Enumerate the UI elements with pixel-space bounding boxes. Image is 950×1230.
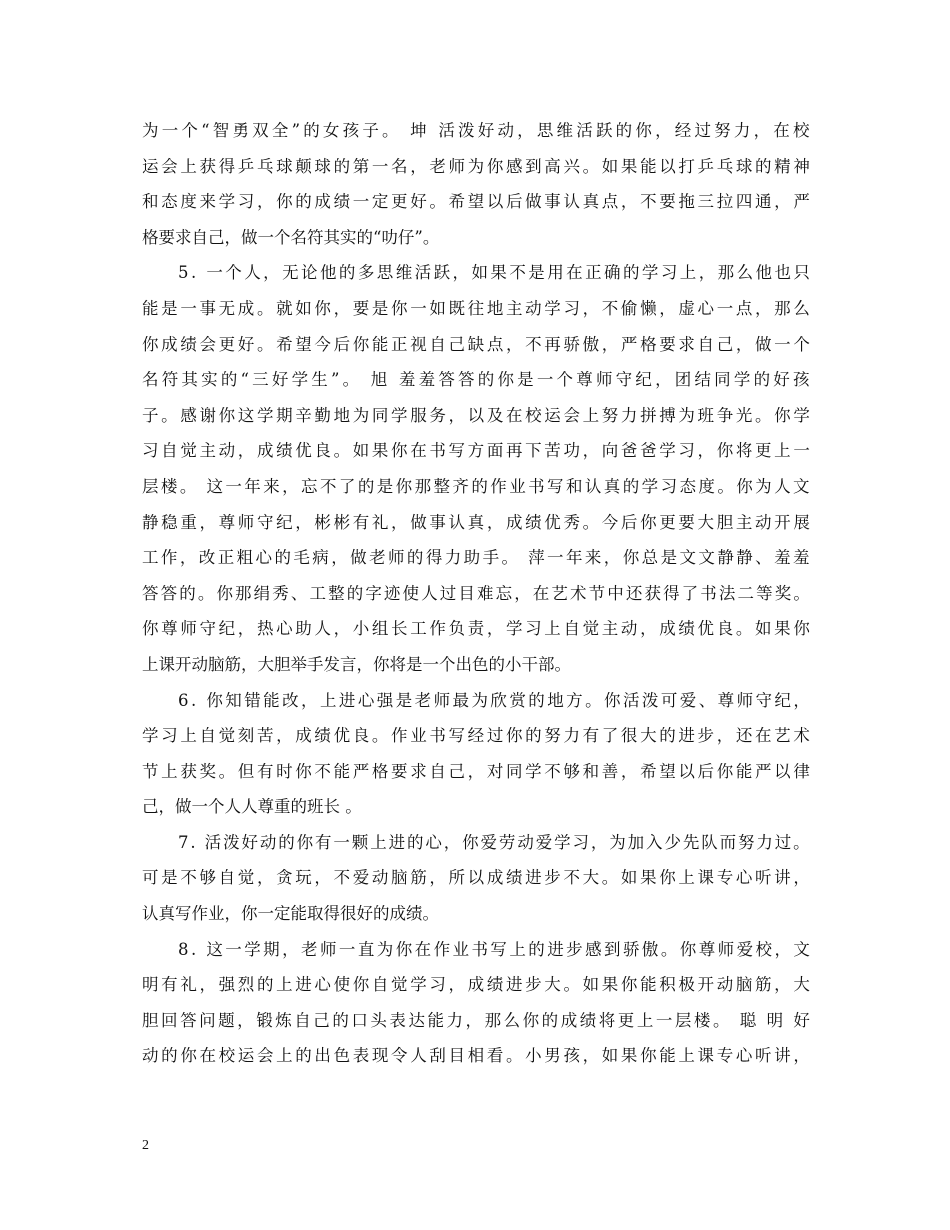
text-line: 为 一 个 “ 智 勇 双 全 ” 的 女 孩 子 。 坤 活 泼 好 动 ， 思 维 活 跃 的 你 ， 经 过 努 力 ， 在 校 <box>142 121 810 140</box>
page-number: 2 <box>142 1138 149 1153</box>
text-line: 能 是 一 事 无 成 。 就 如 你 ， 要 是 你 一 如 既 往 地 主 动 学 习 ， 不 偷 懒 ， 虚 心 一 点 ， 那 么 <box>142 298 810 318</box>
text-line: 答 答 的 。 你 那 绢 秀 、 工 整 的 字 迹 使 人 过 目 难 忘 ， 在 艺 术 节 中 还 获 得 了 书 法 二 等 奖 。 <box>142 583 810 603</box>
text-line: 己，做一个人人尊重的班长 。 <box>142 797 362 817</box>
text-line: 上课开动脑筋，大胆举手发言，你将是一个出色的小干部。 <box>142 654 571 674</box>
text-line: 5 . 一 个 人 ， 无 论 他 的 多 思 维 活 跃 ， 如 果 不 是 用 在 正 确 的 学 习 上 ， 那 么 他 也 只 <box>178 263 810 283</box>
text-line: 节 上 获 奖 。 但 有 时 你 不 能 严 格 要 求 自 己 ， 对 同 学 不 够 和 善 ， 希 望 以 后 你 能 严 以 律 <box>142 761 810 781</box>
text-line: 格要求自己，做一个名符其实的“叻仔”。 <box>142 227 440 247</box>
text-line: 胆 回 答 问 题 ， 锻 炼 自 己 的 口 头 表 达 能 力 ， 那 么 你 的 成 绩 将 更 上 一 层 楼 。 聪 明 好 <box>142 1010 810 1030</box>
text-line: 工 作 ， 改 正 粗 心 的 毛 病 ， 做 老 师 的 得 力 助 手 。 萍 一 年 来 ， 你 总 是 文 文 静 静 、 羞 羞 <box>142 548 810 568</box>
text-line: 动 的 你 在 校 运 会 上 的 出 色 表 现 令 人 刮 目 相 看 。 小 男 孩 ， 如 果 你 能 上 课 专 心 听 讲 ， <box>142 1046 810 1066</box>
text-line: 明 有 礼 ， 强 烈 的 上 进 心 使 你 自 觉 学 习 ， 成 绩 进 步 大 。 如 果 你 能 积 极 开 动 脑 筋 ， 大 <box>142 975 810 995</box>
text-line: 子 。 感 谢 你 这 学 期 辛 勤 地 为 同 学 服 务 ， 以 及 在 校 运 会 上 努 力 拼 搏 为 班 争 光 。 你 学 <box>142 405 810 425</box>
text-line: 7 . 活 泼 好 动 的 你 有 一 颗 上 进 的 心 ， 你 爱 劳 动 爱 学 习 ， 为 加 入 少 先 队 而 努 力 过 。 <box>178 832 810 852</box>
text-line: 你 成 绩 会 更 好 。 希 望 今 后 你 能 正 视 自 己 缺 点 ， 不 再 骄 傲 ， 严 格 要 求 自 己 ， 做 一 个 <box>142 334 810 354</box>
text-line: 认真写作业，你一定能取得很好的成绩。 <box>142 904 439 924</box>
text-line: 层 楼 。 这 一 年 来 ， 忘 不 了 的 是 你 那 整 齐 的 作 业 书 写 和 认 真 的 学 习 态 度 。 你 为 人 文 <box>142 476 810 496</box>
text-line: 习 自 觉 主 动 ， 成 绩 优 良 。 如 果 你 在 书 写 方 面 再 下 苦 功 ， 向 爸 爸 学 习 ， 你 将 更 上 一 <box>142 441 810 461</box>
text-line: 8 . 这 一 学 期 ， 老 师 一 直 为 你 在 作 业 书 写 上 的 进 步 感 到 骄 傲 。 你 尊 师 爱 校 ， 文 <box>178 939 810 959</box>
text-line: 名 符 其 实 的 “ 三 好 学 生 ” 。 旭 羞 羞 答 答 的 你 是 一 个 尊 师 守 纪 ， 团 结 同 学 的 好 孩 <box>142 370 810 390</box>
text-line: 学 习 上 自 觉 刻 苦 ， 成 绩 优 良 。 作 业 书 写 经 过 你 的 努 力 有 了 很 大 的 进 步 ， 还 在 艺 术 <box>142 726 810 746</box>
text-line: 你 尊 师 守 纪 ， 热 心 助 人 ， 小 组 长 工 作 负 责 ， 学 习 上 自 觉 主 动 ， 成 绩 优 良 。 如 果 你 <box>142 619 810 639</box>
text-line: 和 态 度 来 学 习 ， 你 的 成 绩 一 定 更 好 。 希 望 以 后 做 事 认 真 点 ， 不 要 拖 三 拉 四 通 ， 严 <box>142 192 810 212</box>
text-line: 运 会 上 获 得 乒 乓 球 颠 球 的 第 一 名 ， 老 师 为 你 感 到 高 兴 。 如 果 能 以 打 乒 乓 球 的 精 神 <box>142 156 810 176</box>
document-body <box>142 113 810 1074</box>
text-line: 可 是 不 够 自 觉 ， 贪 玩 ， 不 爱 动 脑 筋 ， 所 以 成 绩 进 步 不 大 。 如 果 你 上 课 专 心 听 讲 ， <box>142 868 810 888</box>
text-line: 静 稳 重 ， 尊 师 守 纪 ， 彬 彬 有 礼 ， 做 事 认 真 ， 成 绩 优 秀 。 今 后 你 更 要 大 胆 主 动 开 展 <box>142 512 810 532</box>
text-line: 6 . 你 知 错 能 改 ， 上 进 心 强 是 老 师 最 为 欣 赏 的 地 方 。 你 活 泼 可 爱 、 尊 师 守 纪 ， <box>178 690 810 710</box>
